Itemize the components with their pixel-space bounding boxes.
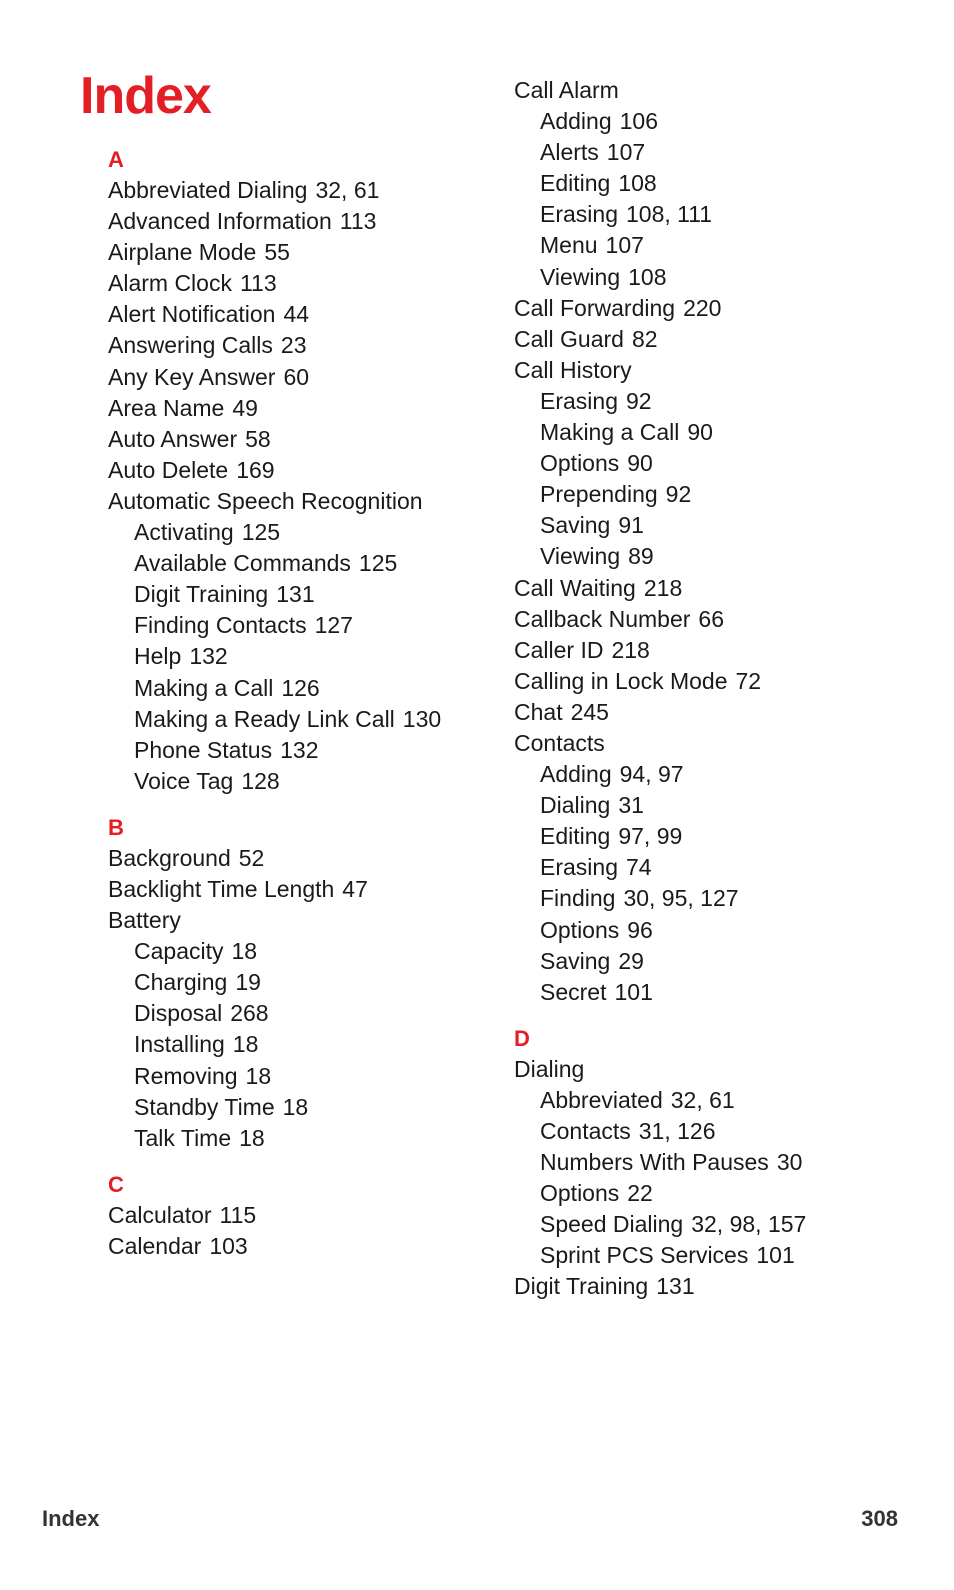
index-term: Call Alarm <box>514 77 619 103</box>
index-page-refs: 90 <box>687 419 713 446</box>
index-page-refs: 127 <box>314 612 353 639</box>
index-page-refs: 103 <box>209 1232 248 1259</box>
index-term: Abbreviated <box>540 1086 663 1113</box>
index-subentry <box>514 510 934 541</box>
index-subentry <box>514 199 934 230</box>
index-entry <box>108 843 508 874</box>
index-subentry <box>514 821 934 852</box>
index-page-refs: 72 <box>735 667 762 694</box>
index-term: Digit Training <box>134 581 269 608</box>
index-term: Making a Call <box>134 674 274 701</box>
index-page-refs: 90 <box>627 450 653 477</box>
index-page-refs: 32, 61 <box>670 1086 735 1113</box>
index-term: Automatic Speech Recognition <box>108 487 423 514</box>
index-subentry <box>108 967 508 998</box>
index-term: Phone Status <box>134 736 273 763</box>
index-term: Options <box>540 1180 620 1207</box>
index-entry <box>514 324 934 355</box>
index-term: Options <box>540 916 620 943</box>
index-page-refs: 18 <box>239 1124 265 1151</box>
index-term: Dialing <box>514 1055 585 1082</box>
index-page-refs: 126 <box>281 674 320 701</box>
index-entry <box>514 293 934 324</box>
index-subentry <box>514 1240 934 1271</box>
index-subentry <box>108 735 508 766</box>
index-subentry <box>108 1029 508 1060</box>
page-title: Index <box>80 67 211 125</box>
index-term: Removing <box>134 1062 238 1089</box>
index-subentry <box>514 106 934 137</box>
index-page-refs: 18 <box>245 1062 272 1089</box>
index-entry <box>108 206 508 237</box>
index-letter-heading: D <box>514 1025 530 1051</box>
index-letter-heading: A <box>108 147 124 172</box>
index-column-left <box>108 144 508 1262</box>
index-subentry <box>514 386 934 417</box>
index-entry <box>108 486 508 517</box>
index-term: Voice Tag <box>134 767 234 794</box>
index-subentry <box>514 541 934 572</box>
index-page-refs: 18 <box>231 938 258 965</box>
index-term: Calling in Lock Mode <box>514 667 728 694</box>
index-page-refs: 30 <box>776 1149 803 1176</box>
index-page-refs: 89 <box>628 543 654 570</box>
index-subentry <box>514 790 934 821</box>
index-subentry <box>514 1116 934 1147</box>
index-page-refs: 18 <box>232 1031 259 1058</box>
index-subentry <box>514 1178 934 1209</box>
index-entry <box>514 697 934 728</box>
index-subentry <box>514 137 934 168</box>
index-term: Abbreviated Dialing <box>108 177 308 203</box>
index-entry <box>108 1231 508 1262</box>
index-entry <box>514 1271 934 1302</box>
index-term: Erasing <box>540 201 618 228</box>
index-term: Background <box>108 844 231 871</box>
index-page-refs: 52 <box>238 844 265 871</box>
index-subentry <box>108 1092 508 1123</box>
index-term: Digit Training <box>514 1273 649 1300</box>
index-term: Call Forwarding <box>514 294 676 321</box>
index-page-refs: 132 <box>189 643 228 670</box>
index-term: Viewing <box>540 263 621 290</box>
index-term: Finding <box>540 885 616 912</box>
index-subentry <box>514 1085 934 1116</box>
index-term: Standby Time <box>134 1093 275 1120</box>
index-page-refs: 58 <box>245 425 271 452</box>
index-term: Auto Delete <box>108 456 229 483</box>
index-page-refs: 31 <box>618 792 644 819</box>
index-term: Numbers With Pauses <box>540 1149 769 1176</box>
index-term: Editing <box>540 823 611 850</box>
index-entry <box>108 874 508 905</box>
index-letter-heading: B <box>108 814 124 840</box>
index-page-refs: 108 <box>618 170 657 197</box>
index-subentry <box>108 641 508 672</box>
index-page-refs: 82 <box>631 325 658 352</box>
index-entry <box>108 299 508 330</box>
index-entry <box>108 268 508 299</box>
index-subentry <box>514 977 934 1008</box>
index-term: Options <box>540 450 620 477</box>
index-subentry <box>108 1123 508 1154</box>
index-page-refs: 107 <box>605 232 644 259</box>
index-page-refs: 107 <box>606 139 646 166</box>
index-entry <box>108 393 508 424</box>
index-entry <box>108 905 508 936</box>
index-entry <box>514 355 934 386</box>
index-entry <box>108 330 508 361</box>
index-term: Sprint PCS Services <box>540 1242 749 1269</box>
index-subentry <box>514 479 934 510</box>
index-entry <box>108 175 508 206</box>
index-entry <box>514 666 934 697</box>
index-subentry <box>108 517 508 548</box>
index-page-refs: 220 <box>683 294 722 321</box>
index-term: Activating <box>134 519 234 546</box>
index-term: Calculator <box>108 1201 212 1228</box>
index-letter-heading: C <box>108 1171 124 1197</box>
index-entry <box>514 604 934 635</box>
index-term: Saving <box>540 512 611 539</box>
index-term: Menu <box>540 232 598 259</box>
index-page-refs: 74 <box>625 854 652 881</box>
index-term: Any Key Answer <box>108 363 276 390</box>
index-subentry <box>108 936 508 967</box>
index-page-refs: 131 <box>656 1273 695 1300</box>
index-subentry <box>108 579 508 610</box>
index-entry <box>514 573 934 604</box>
index-page-refs: 66 <box>698 605 724 632</box>
index-term: Editing <box>540 170 611 197</box>
index-subentry <box>514 1209 934 1240</box>
index-term: Backlight Time Length <box>108 875 335 902</box>
index-entry <box>514 728 934 759</box>
index-page-refs: 23 <box>280 332 307 359</box>
index-term: Finding Contacts <box>134 612 307 639</box>
index-term: Contacts <box>514 729 605 756</box>
index-page-refs: 113 <box>339 208 377 235</box>
index-page-refs: 96 <box>627 916 653 943</box>
index-subentry <box>108 704 508 735</box>
index-page-refs: 22 <box>627 1180 653 1207</box>
index-term: Saving <box>540 947 611 974</box>
index-term: Help <box>134 643 182 670</box>
index-term: Making a Ready Link Call <box>134 705 395 732</box>
index-column-right <box>514 75 934 1303</box>
index-term: Call History <box>514 356 632 383</box>
index-term: Secret <box>540 978 607 1005</box>
index-page-refs: 125 <box>358 550 398 577</box>
index-subentry <box>514 230 934 261</box>
index-subentry <box>514 852 934 883</box>
index-term: Prepending <box>540 481 658 508</box>
index-subentry <box>514 448 934 479</box>
index-page-refs: 106 <box>619 108 658 135</box>
index-page-refs: 32, 61 <box>315 177 380 203</box>
index-subentry <box>108 1061 508 1092</box>
index-entry <box>514 75 934 106</box>
index-entry <box>108 455 508 486</box>
index-term: Erasing <box>540 387 618 414</box>
index-page-refs: 19 <box>235 969 261 996</box>
index-page-refs: 29 <box>618 947 644 974</box>
index-subentry <box>514 262 934 293</box>
index-page-refs: 47 <box>342 875 368 902</box>
index-subentry <box>108 766 508 797</box>
index-page-refs: 18 <box>282 1093 309 1120</box>
index-page-refs: 169 <box>236 456 275 483</box>
index-term: Charging <box>134 969 228 996</box>
index-subentry <box>108 548 508 579</box>
index-page-refs: 130 <box>402 705 442 732</box>
index-entry <box>108 237 508 268</box>
index-page-refs: 97, 99 <box>618 823 683 850</box>
index-term: Installing <box>134 1031 225 1058</box>
index-term: Capacity <box>134 938 224 965</box>
index-term: Callback Number <box>514 605 691 632</box>
footer-section-label: Index <box>42 1506 100 1531</box>
index-page-refs: 49 <box>232 394 258 421</box>
index-term: Calendar <box>108 1232 202 1259</box>
index-page-refs: 132 <box>280 736 319 763</box>
index-entry <box>108 1200 508 1231</box>
index-subentry <box>514 946 934 977</box>
index-term: Viewing <box>540 543 621 570</box>
index-page-refs: 101 <box>614 978 653 1005</box>
index-term: Auto Answer <box>108 425 238 452</box>
index-page-refs: 128 <box>241 767 280 794</box>
index-page-refs: 218 <box>611 636 650 663</box>
index-page-refs: 92 <box>625 387 652 414</box>
index-entry <box>514 635 934 666</box>
index-page-refs: 245 <box>570 698 609 725</box>
index-term: Talk Time <box>134 1124 232 1151</box>
index-term: Dialing <box>540 792 611 819</box>
index-subentry <box>514 883 934 914</box>
index-page-refs: 113 <box>239 270 277 297</box>
index-term: Alert Notification <box>108 301 276 328</box>
index-term: Adding <box>540 761 612 788</box>
index-page-refs: 92 <box>665 481 692 508</box>
index-term: Chat <box>514 698 563 725</box>
index-term: Call Waiting <box>514 574 636 601</box>
index-term: Available Commands <box>134 550 351 577</box>
index-page-refs: 60 <box>283 363 310 390</box>
index-term: Battery <box>108 907 181 934</box>
index-term: Speed Dialing <box>540 1211 684 1238</box>
index-page-refs: 115 <box>219 1201 257 1228</box>
index-subentry <box>514 417 934 448</box>
index-subentry <box>108 998 508 1029</box>
index-page-refs: 108 <box>628 263 667 290</box>
index-term: Alerts <box>540 139 599 166</box>
index-page-refs: 101 <box>756 1242 795 1269</box>
index-page-refs: 108, 111 <box>625 201 713 228</box>
index-term: Erasing <box>540 854 618 881</box>
index-term: Contacts <box>540 1118 631 1144</box>
index-entry <box>108 424 508 455</box>
index-term: Adding <box>540 108 612 135</box>
index-page-refs: 268 <box>230 1000 269 1027</box>
index-subentry <box>514 759 934 790</box>
index-term: Caller ID <box>514 636 604 663</box>
index-entry <box>514 1054 934 1085</box>
index-page-refs: 32, 98, 157 <box>691 1211 807 1238</box>
index-term: Advanced Information <box>108 208 332 235</box>
index-term: Call Guard <box>514 325 624 352</box>
index-term: Answering Calls <box>108 332 273 359</box>
index-page-refs: 125 <box>241 519 281 546</box>
index-term: Alarm Clock <box>108 270 232 297</box>
index-term: Airplane Mode <box>108 239 257 266</box>
index-term: Disposal <box>134 1000 223 1027</box>
index-page-refs: 218 <box>643 574 683 601</box>
index-page-refs: 55 <box>264 239 290 266</box>
index-term: Making a Call <box>540 419 680 446</box>
index-page-refs: 94, 97 <box>619 761 684 788</box>
index-page-refs: 91 <box>618 512 644 539</box>
index-term: Area Name <box>108 394 225 421</box>
index-subentry <box>108 673 508 704</box>
index-page-refs: 30, 95, 127 <box>623 885 739 912</box>
index-subentry <box>514 168 934 199</box>
footer-page-number: 308 <box>861 1506 898 1531</box>
index-page-refs: 44 <box>283 301 310 328</box>
index-subentry <box>108 610 508 641</box>
index-subentry <box>514 1147 934 1178</box>
index-subentry <box>514 915 934 946</box>
index-page-refs: 131 <box>276 581 315 608</box>
index-page-refs: 31, 126 <box>638 1118 716 1144</box>
index-entry <box>108 362 508 393</box>
